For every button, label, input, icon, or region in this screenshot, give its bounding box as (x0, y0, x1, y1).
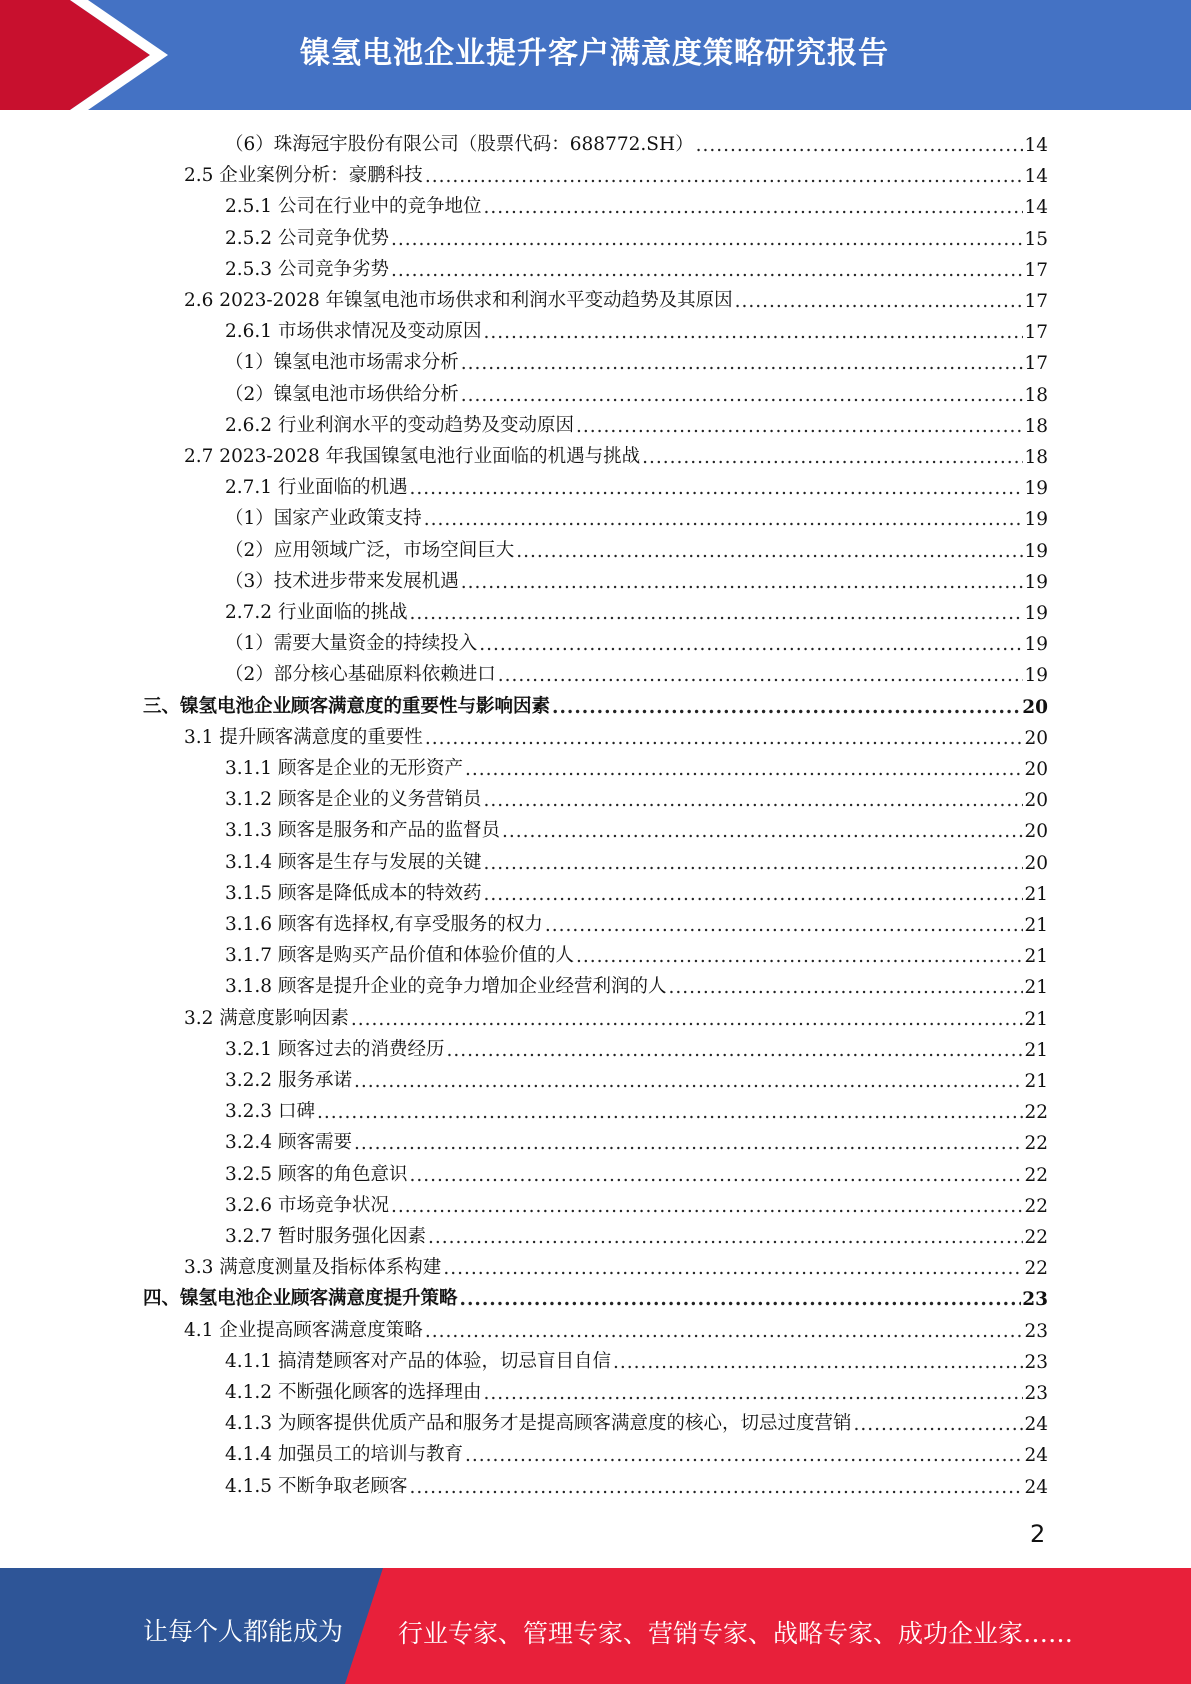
toc-entry-page: 20 (1024, 790, 1048, 812)
toc-entry-page: 15 (1024, 228, 1048, 250)
toc-entry-page: 17 (1024, 353, 1048, 375)
toc-entry-page: 20 (1022, 696, 1048, 718)
toc-entry-title: （6）珠海冠宇股份有限公司（股票代码：688772.SH） (225, 134, 694, 155)
toc-dot-leader (483, 322, 1023, 343)
toc-entry-page: 22 (1024, 1164, 1048, 1186)
toc-entry-title: 3.1.5 顾客是降低成本的特效药 (225, 882, 482, 904)
toc-entry[interactable] (225, 875, 1048, 905)
toc-entry[interactable] (225, 1124, 1048, 1154)
toc-dot-leader (479, 634, 1023, 655)
toc-entry[interactable] (225, 1343, 1048, 1373)
toc-entry-title: 3.1.8 顾客是提升企业的竞争力增加企业经营利润的人 (225, 976, 667, 998)
toc-entry-title: 3.1.3 顾客是服务和产品的监督员 (225, 820, 500, 842)
toc-dot-leader (409, 1165, 1023, 1186)
toc-entry-page: 14 (1024, 197, 1048, 219)
toc-dot-leader (516, 541, 1023, 562)
toc-entry-page: 20 (1024, 821, 1048, 843)
toc-entry[interactable] (184, 282, 1048, 312)
toc-dot-leader (483, 790, 1023, 811)
toc-entry-page: 21 (1024, 1008, 1048, 1030)
toc-entry-page: 20 (1024, 852, 1048, 874)
toc-entry[interactable] (225, 1187, 1048, 1217)
toc-entry[interactable] (225, 625, 1048, 655)
toc-entry-page: 17 (1024, 291, 1048, 312)
toc-dot-leader (576, 416, 1023, 437)
toc-entry-page: 19 (1024, 571, 1048, 593)
toc-entry-page: 22 (1024, 1195, 1048, 1217)
toc-dot-leader (668, 977, 1023, 998)
toc-entry-title: 2.5.2 公司竞争优势 (225, 227, 389, 249)
toc-entry-title: 3.2.4 顾客需要 (225, 1132, 352, 1154)
toc-entry[interactable] (225, 500, 1048, 530)
toc-entry-page: 19 (1024, 665, 1048, 687)
toc-entry[interactable] (225, 656, 1048, 686)
toc-entry-title: （2）镍氢电池市场供给分析 (225, 383, 459, 405)
toc-entry[interactable] (225, 126, 1048, 156)
toc-entry-page: 20 (1024, 727, 1048, 749)
toc-dot-leader (853, 1414, 1023, 1435)
toc-entry[interactable] (225, 376, 1048, 406)
toc-entry[interactable] (225, 220, 1048, 250)
toc-dot-leader (409, 1477, 1023, 1498)
toc-entry[interactable] (225, 188, 1048, 218)
toc-dot-leader (424, 509, 1024, 530)
toc-dot-leader (642, 447, 1023, 468)
header-title: 镍氢电池企业提升客户满意度策略研究报告 (300, 36, 889, 71)
toc-entry-page: 14 (1024, 166, 1048, 188)
toc-dot-leader (483, 197, 1023, 218)
toc-entry-title: 4.1.3 为顾客提供优质产品和服务才是提高顾客满意度的核心，切忌过度营销 (225, 1413, 852, 1435)
toc-entry[interactable] (225, 1093, 1048, 1123)
toc-entry[interactable] (225, 781, 1048, 811)
toc-entry-title: 4.1 企业提高顾客满意度策略 (184, 1319, 423, 1341)
toc-dot-leader (409, 478, 1023, 499)
toc-entry-page: 20 (1024, 759, 1048, 780)
toc-dot-leader (498, 665, 1024, 686)
toc-entry-title: 2.6.2 行业利润水平的变动趋势及变动原因 (225, 414, 574, 436)
toc-dot-leader (461, 385, 1024, 406)
toc-dot-leader (425, 166, 1024, 187)
toc-entry-title: 2.7 2023-2028 年我国镍氢电池行业面临的机遇与挑战 (184, 446, 641, 467)
toc-entry-title: 2.7.1 行业面临的机遇 (225, 477, 408, 499)
toc-entry[interactable] (225, 594, 1048, 624)
toc-dot-leader (483, 884, 1023, 905)
toc-entry-title: （2）部分核心基础原料依赖进口 (225, 664, 496, 686)
toc-entry-title: 四、镍氢电池企业顾客满意度提升策略 (143, 1288, 458, 1310)
toc-entry-title: 3.2.7 暂时服务强化因素 (225, 1226, 426, 1247)
toc-entry-page: 23 (1024, 1351, 1048, 1373)
toc-entry-title: 3.1.4 顾客是生存与发展的关键 (225, 851, 482, 873)
toc-dot-leader (354, 1133, 1024, 1154)
toc-entry-page: 18 (1024, 415, 1048, 437)
toc-entry-page: 22 (1024, 1227, 1048, 1248)
toc-dot-leader (545, 915, 1024, 936)
toc-dot-leader (391, 229, 1023, 250)
toc-entry-title: 3.3 满意度测量及指标体系构建 (184, 1257, 442, 1279)
toc-entry-page: 21 (1024, 977, 1048, 999)
toc-entry-page: 14 (1024, 135, 1048, 156)
toc-entry-page: 22 (1024, 1258, 1048, 1280)
toc-entry-title: 3.1.2 顾客是企业的义务营销员 (225, 789, 482, 811)
toc-entry-title: （3）技术进步带来发展机遇 (225, 570, 459, 592)
toc-entry-title: 2.6 2023-2028 年镍氢电池市场供求和利润水平变动趋势及其原因 (184, 290, 733, 311)
toc-entry[interactable] (225, 1031, 1048, 1061)
toc-entry[interactable] (143, 688, 1048, 718)
toc-entry-page: 18 (1024, 447, 1048, 468)
toc-dot-leader (354, 1071, 1024, 1092)
toc-entry-title: （1）镍氢电池市场需求分析 (225, 352, 459, 374)
toc-entry-title: 3.2.2 服务承诺 (225, 1070, 352, 1091)
toc-dot-leader (446, 1040, 1023, 1061)
toc-dot-leader (428, 1227, 1023, 1248)
toc-entry-page: 22 (1024, 1133, 1048, 1155)
toc-entry[interactable] (225, 344, 1048, 374)
toc-entry[interactable] (225, 1156, 1048, 1186)
toc-entry[interactable] (225, 1468, 1048, 1498)
page-footer (0, 1568, 1191, 1684)
toc-dot-leader (391, 1196, 1023, 1217)
toc-entry[interactable] (225, 906, 1048, 936)
toc-entry[interactable] (225, 532, 1048, 562)
toc-entry[interactable] (184, 719, 1048, 749)
toc-dot-leader (613, 1352, 1023, 1373)
toc-entry-page: 19 (1024, 603, 1048, 624)
toc-entry-page: 24 (1024, 1445, 1048, 1467)
page-header (0, 0, 1191, 110)
toc-entry[interactable] (225, 844, 1048, 874)
toc-entry-title: 2.5.3 公司竞争劣势 (225, 258, 389, 280)
toc-entry-title: （1）需要大量资金的持续投入 (225, 633, 478, 655)
toc-dot-leader (735, 291, 1024, 312)
toc-entry-page: 21 (1024, 1039, 1048, 1061)
toc-dot-leader (483, 853, 1023, 874)
toc-dot-leader (552, 697, 1021, 718)
footer-slogan-left: 让每个人都能成为 (143, 1617, 344, 1646)
toc-entry-page: 17 (1024, 259, 1048, 281)
toc-entry-title: 2.5.1 公司在行业中的竞争地位 (225, 196, 482, 218)
toc-dot-leader (461, 353, 1024, 374)
toc-entry-title: 2.7.2 行业面临的挑战 (225, 602, 408, 623)
toc-entry[interactable] (184, 438, 1048, 468)
toc-entry-title: 3.1.6 顾客有选择权,有享受服务的权力 (225, 914, 543, 935)
toc-entry-title: 3.1.7 顾客是购买产品价值和体验价值的人 (225, 945, 574, 967)
toc-entry[interactable] (225, 1405, 1048, 1435)
footer-slogan-right: 行业专家、管理专家、营销专家、战略专家、成功企业家…… (398, 1619, 1074, 1648)
toc-dot-leader (460, 1289, 1022, 1310)
toc-dot-leader (443, 1258, 1023, 1279)
toc-entry-title: 4.1.2 不断强化顾客的选择理由 (225, 1382, 482, 1403)
toc-entry-title: 3.2 满意度影响因素 (184, 1007, 349, 1029)
toc-entry-page: 23 (1024, 1320, 1048, 1342)
toc-entry[interactable] (184, 157, 1048, 187)
toc-entry-title: 3.2.5 顾客的角色意识 (225, 1163, 408, 1185)
toc-entry-page: 21 (1024, 915, 1048, 936)
toc-entry[interactable] (184, 1000, 1048, 1030)
toc-entry-page: 23 (1024, 1383, 1048, 1404)
toc-entry-page: 17 (1024, 322, 1048, 344)
toc-entry-page: 19 (1024, 540, 1048, 562)
toc-entry-page: 18 (1024, 384, 1048, 406)
toc-entry[interactable] (225, 563, 1048, 593)
toc-entry-page: 21 (1024, 946, 1048, 968)
toc-entry-title: 2.6.1 市场供求情况及变动原因 (225, 321, 482, 343)
toc-entry-page: 24 (1024, 1414, 1048, 1436)
toc-entry-title: （2）应用领域广泛，市场空间巨大 (225, 539, 515, 561)
toc-dot-leader (425, 1321, 1024, 1342)
toc-dot-leader (317, 1102, 1024, 1123)
toc-entry-page: 19 (1024, 634, 1048, 656)
toc-entry[interactable] (225, 812, 1048, 842)
toc-dot-leader (391, 260, 1023, 281)
toc-dot-leader (461, 572, 1024, 593)
toc-entry-title: （1）国家产业政策支持 (225, 508, 422, 530)
toc-dot-leader (483, 1383, 1023, 1404)
toc-dot-leader (409, 603, 1023, 624)
toc-entry[interactable] (225, 750, 1048, 780)
toc-entry-title: 三、镍氢电池企业顾客满意度的重要性与影响因素 (143, 695, 551, 717)
toc-dot-leader (465, 1445, 1023, 1466)
toc-entry[interactable] (225, 251, 1048, 281)
toc-entry-title: 4.1.5 不断争取老顾客 (225, 1475, 408, 1497)
toc-dot-leader (425, 728, 1024, 749)
toc-entry-title: 4.1.1 搞清楚顾客对产品的体验，切忌盲目自信 (225, 1350, 611, 1372)
toc-entry[interactable] (143, 1280, 1048, 1310)
toc-entry[interactable] (225, 968, 1048, 998)
toc-entry[interactable] (225, 937, 1048, 967)
toc-entry-page: 19 (1024, 509, 1048, 531)
toc-entry[interactable] (225, 1374, 1048, 1404)
toc-entry-page: 23 (1022, 1289, 1048, 1311)
toc-entry-title: 3.2.6 市场竞争状况 (225, 1194, 389, 1216)
toc-entry[interactable] (184, 1249, 1048, 1279)
toc-entry[interactable] (225, 1062, 1048, 1092)
toc-dot-leader (502, 821, 1023, 842)
toc-dot-leader (465, 759, 1023, 780)
toc-entry-title: 3.1.1 顾客是企业的无形资产 (225, 758, 463, 779)
toc-entry[interactable] (225, 1218, 1048, 1248)
toc-entry-title: 3.2.3 口碑 (225, 1101, 315, 1123)
toc-entry-title: 2.5 企业案例分析：豪鹏科技 (184, 165, 423, 187)
toc-entry[interactable] (225, 407, 1048, 437)
toc-entry[interactable] (184, 1312, 1048, 1342)
toc-entry-title: 3.2.1 顾客过去的消费经历 (225, 1038, 445, 1060)
toc-entry[interactable] (225, 469, 1048, 499)
toc-dot-leader (351, 1009, 1024, 1030)
toc-entry-page: 22 (1024, 1102, 1048, 1124)
toc-entry-page: 19 (1024, 478, 1048, 500)
toc-entry-title: 3.1 提升顾客满意度的重要性 (184, 726, 423, 748)
toc-entry-page: 24 (1024, 1476, 1048, 1498)
toc-entry-page: 21 (1024, 1071, 1048, 1092)
toc-entry-page: 21 (1024, 883, 1048, 905)
toc-entry-title: 4.1.4 加强员工的培训与教育 (225, 1444, 463, 1466)
toc-dot-leader (696, 135, 1024, 156)
toc-dot-leader (576, 946, 1023, 967)
page-number: 2 (1030, 1520, 1046, 1548)
toc-entry[interactable] (225, 313, 1048, 343)
toc-entry[interactable] (225, 1436, 1048, 1466)
